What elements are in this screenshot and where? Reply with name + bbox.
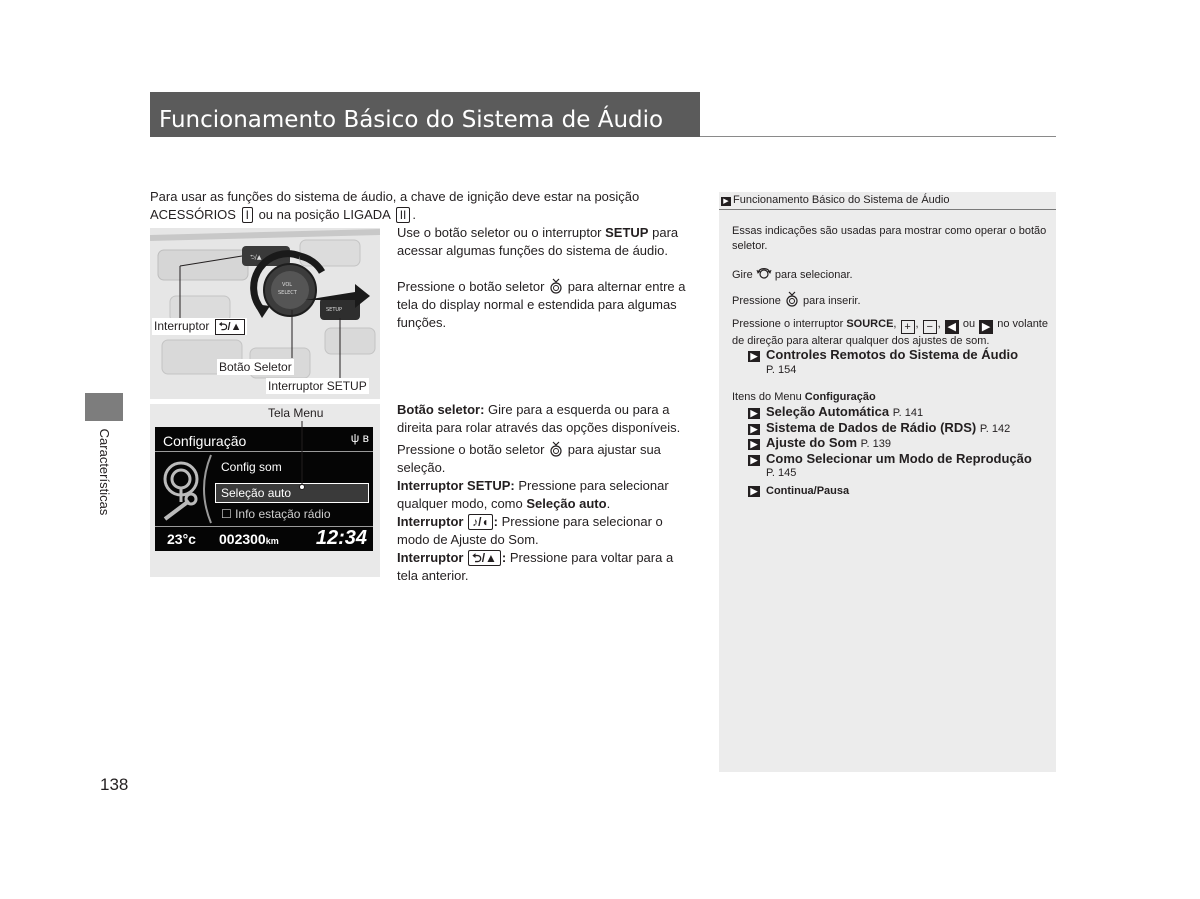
sound-key-icon: ♪/◖ — [468, 514, 493, 530]
odometer-unit: km — [265, 536, 279, 546]
screen-status-icons: ψ ʙ — [350, 431, 369, 445]
intro-line1: Para usar as funções do sistema de áudio, a chave de ignição deve estar na posição — [150, 189, 640, 204]
odometer-readout — [219, 531, 279, 547]
temperature-readout: 23°c — [167, 531, 196, 547]
label-interruptor-text: Interruptor — [154, 319, 210, 333]
xref-play-mode[interactable] — [748, 451, 1032, 467]
p1-text-a: Use o botão seletor ou o interruptor — [397, 225, 602, 240]
sidebar-menu-items — [732, 390, 1050, 405]
menu-item-auto-select: Seleção auto — [215, 483, 369, 503]
sound-text: Pressione para selecionar o modo de Ajuste do Som. — [397, 514, 663, 547]
xref-arrow-icon: ▶ — [748, 351, 760, 362]
intro-paragraph — [150, 188, 695, 224]
source-text-a: Pressione o interruptor — [732, 318, 844, 330]
accessory-key: I — [242, 207, 253, 223]
setup-text: Pressione para selecionar qualquer modo, como — [397, 478, 669, 511]
selector-text: Gire para a esquerda ou para a direita para rolar através das opções disponíveis. — [397, 402, 681, 435]
source-text-b: no volante de direção para alterar qualquer dos ajustes de som. — [732, 318, 1048, 347]
setup-end: . — [606, 496, 611, 511]
odometer-value: 002300 — [219, 531, 266, 547]
sidebar-title — [719, 192, 1056, 210]
figure-label-setup: Interruptor SETUP — [268, 379, 367, 393]
xref-remote-controls-page: P. 154 — [766, 364, 797, 376]
menu-items-prefix: Itens do Menu — [732, 391, 802, 403]
menu-items-bold: Configuração — [804, 391, 876, 403]
press-desc — [397, 441, 697, 477]
screen-title: Configuração — [163, 433, 247, 449]
sidebar-text-rotate — [732, 265, 1050, 283]
back-key-icon: ⮌/▲ — [468, 550, 501, 566]
p2-text-b: para alternar entre a tela do display normal e estendida para algumas funções. — [397, 279, 686, 330]
xref-arrow-icon: ▶ — [748, 486, 760, 497]
section-arrow-icon: ▶ — [721, 197, 731, 206]
intro-end: . — [412, 207, 417, 222]
rotate-text-b: para selecionar. — [774, 269, 853, 281]
sidebar-title-text: Funcionamento Básico do Sistema de Áudio — [733, 194, 950, 206]
paragraph-setup — [397, 224, 697, 260]
svg-text:SELECT: SELECT — [278, 290, 297, 296]
figure-label-interruptor — [152, 318, 247, 335]
xref-continue-pause[interactable] — [748, 483, 849, 499]
paragraph-controls — [397, 401, 697, 585]
audio-display-screen — [155, 427, 373, 551]
xref2-text: Seleção Automática — [766, 404, 890, 419]
rotate-text-a: Gire — [732, 269, 753, 281]
sound-label: Interruptor — [397, 514, 464, 529]
xref-sound-adjust[interactable] — [748, 435, 891, 452]
menu-item-radio-info: ☐ Info estação rádio — [221, 507, 331, 521]
xref4-text: Ajuste do Som — [766, 435, 858, 450]
title-rule — [700, 136, 1056, 137]
left-key-icon: ◀ — [945, 320, 959, 334]
figure-label-menu-screen: Tela Menu — [268, 406, 324, 420]
xref6-text: Continua/Pausa — [766, 485, 850, 497]
source-comma: , — [893, 318, 900, 330]
page-title: Funcionamento Básico do Sistema de Áudio — [150, 92, 700, 137]
source-bold: SOURCE — [846, 318, 894, 330]
on-key: II — [396, 207, 411, 223]
minus-key-icon: − — [923, 320, 937, 334]
press-sb-text-a: Pressione — [732, 295, 781, 307]
xref-arrow-icon: ▶ — [748, 408, 760, 419]
menu-pointer-line — [298, 421, 310, 493]
screen-divider — [155, 451, 373, 452]
setup-bold: Seleção auto — [526, 496, 607, 511]
xref2-page: P. 141 — [892, 407, 924, 419]
xref-play-mode-page: P. 145 — [766, 467, 797, 479]
p1-text-b: para acessar algumas funções do sistema de áudio. — [397, 225, 679, 258]
section-label: Características — [97, 428, 112, 516]
xref-remote-controls[interactable] — [748, 347, 1018, 363]
xref4-page: P. 139 — [860, 438, 892, 450]
screen-footer — [155, 526, 373, 551]
page-number: 138 — [100, 775, 129, 794]
p2-text-a: Pressione o botão seletor — [397, 279, 545, 294]
rotate-selector-icon — [756, 265, 772, 281]
back-text: Pressione para voltar para a tela anterior. — [397, 550, 674, 583]
back-colon: : — [501, 550, 507, 565]
back-label: Interruptor — [397, 550, 464, 565]
svg-text:VOL: VOL — [282, 282, 293, 288]
sound-colon: : — [493, 514, 499, 529]
xref1-text: Controles Remotos do Sistema de Áudio — [766, 347, 1019, 362]
press-sb-text-b: para inserir. — [803, 295, 861, 307]
menu-arc-decoration — [195, 453, 215, 525]
setup-desc — [397, 477, 697, 513]
xref-arrow-icon: ▶ — [748, 424, 760, 435]
figure-label-selector: Botão Seletor — [219, 360, 292, 374]
selector-label: Botão seletor: — [397, 402, 485, 417]
xref-auto-select[interactable] — [748, 404, 923, 421]
back-key-icon: ⮌/▲ — [215, 319, 246, 335]
sidebar-text-press — [732, 291, 1050, 309]
plus-key-icon: + — [901, 320, 915, 334]
press-selector-icon — [548, 441, 564, 457]
xref-arrow-icon: ▶ — [748, 439, 760, 450]
press-selector-icon — [548, 278, 564, 294]
xref3-text: Sistema de Dados de Rádio (RDS) — [766, 420, 977, 435]
p1-bold-setup: SETUP — [605, 225, 649, 240]
intro-accessory: ACESSÓRIOS — [150, 207, 236, 222]
svg-text:SETUP: SETUP — [326, 307, 343, 313]
xref5-text: Como Selecionar um Modo de Reprodução — [766, 451, 1032, 466]
sidebar-text-source: Pressione o interruptor SOURCE, + , − , ◀ ou ▶ no volante de direção para alterar qualquer dos ajustes de som. — [732, 318, 1048, 347]
paragraph-press — [397, 278, 697, 332]
svg-text:⮌/▲: ⮌/▲ — [250, 254, 262, 261]
sidebar-text-intro: Essas indicações são usadas para mostrar como operar o botão seletor. — [732, 225, 1047, 252]
back-desc — [397, 549, 697, 585]
xref-arrow-icon: ▶ — [748, 455, 760, 466]
source-or: ou — [962, 318, 976, 330]
menu-item-sound-settings: Config som — [221, 460, 282, 474]
xref3-page: P. 142 — [979, 423, 1011, 435]
setup-label: Interruptor SETUP: — [397, 478, 515, 493]
clock-readout: 12:34 — [315, 527, 367, 549]
press-text-a: Pressione o botão seletor — [397, 442, 545, 457]
press-selector-icon — [784, 291, 800, 307]
right-key-icon: ▶ — [979, 320, 993, 334]
sound-desc — [397, 513, 697, 549]
intro-on: ou na posição LIGADA — [258, 207, 391, 222]
selector-desc — [397, 401, 697, 437]
press-text-b: para ajustar sua seleção. — [397, 442, 661, 475]
